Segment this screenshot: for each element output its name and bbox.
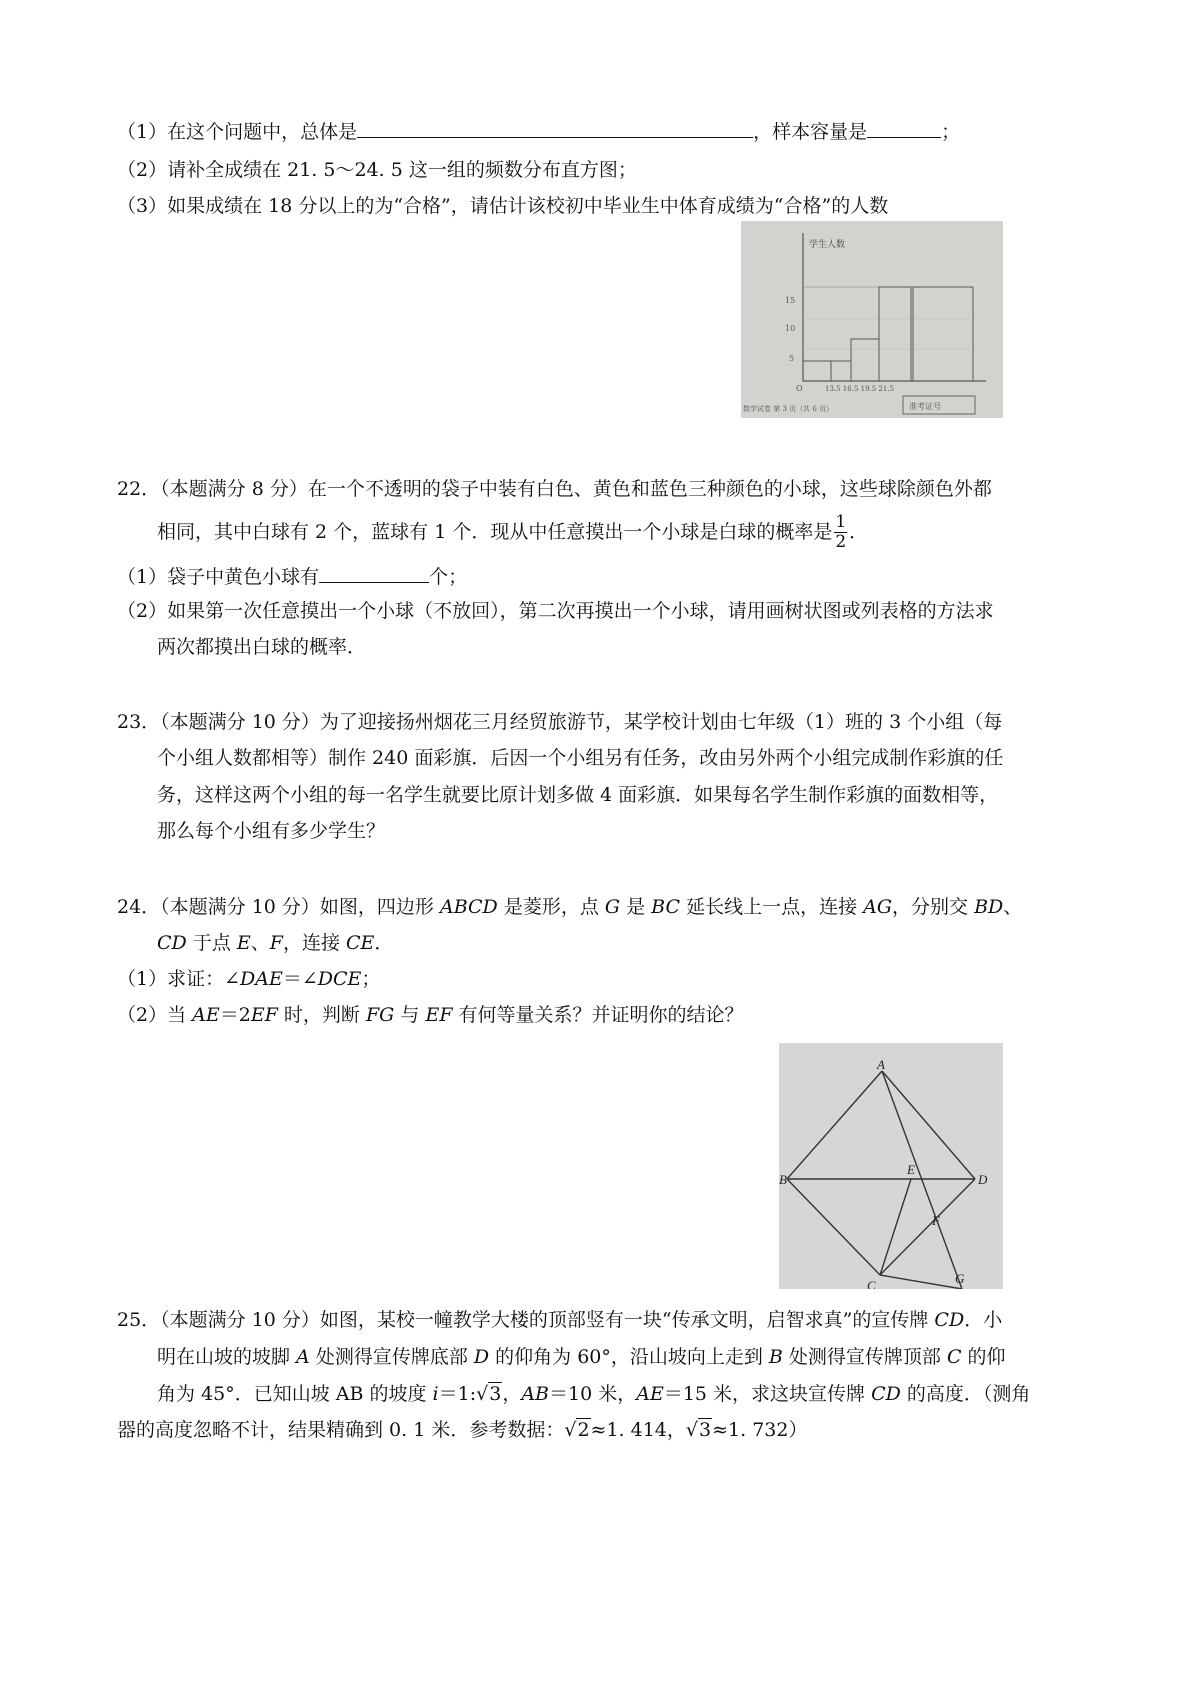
histogram-svg (741, 221, 1003, 418)
label-F: F (932, 1213, 940, 1228)
histogram-bar (803, 361, 831, 381)
label-G: G (955, 1271, 965, 1286)
sqrt-3-ref: √3 (685, 1419, 712, 1441)
q25-line2: 明在山坡的坡脚 A 处测得宣传牌底部 D 的仰角为 60°，沿山坡向上走到 B 处测得宣传牌顶部 C 的仰 (157, 1346, 1006, 1368)
label-E: E (907, 1162, 915, 1177)
q23-line1: 23．（本题满分 10 分）为了迎接扬州烟花三月经贸旅游节，某学校计划由七年级（1）班的 3 个小组（每 (117, 711, 1003, 733)
edge-BC (787, 1179, 880, 1275)
q24-line1: 24．（本题满分 10 分）如图，四边形 ABCD 是菱形，点 G 是 BC 延长线上一点，连接 AG，分别交 BD、 (117, 896, 1023, 918)
histogram-figure (741, 221, 1003, 418)
edge-AB (787, 1071, 882, 1179)
q22-line2: 相同，其中白球有 2 个，蓝球有 1 个．现从中任意摸出一个小球是白球的概率是 $\frac{1}{2}$ ． (157, 511, 869, 552)
x-ticks: 13.5 16.5 19.5 21.5 (825, 385, 895, 393)
extension-CG (880, 1275, 962, 1289)
q22-part2-line1: （2）如果第一次任意摸出一个小球（不放回），第二次再摸出一个小球，请用画树状图或列表格的方法求 (117, 600, 994, 622)
histogram-ylabel: 学生人数 (809, 240, 846, 250)
histogram-footer-left: 数学试卷 第 3 页（共 6 页） (743, 405, 834, 413)
q23-line3: 务，这样这两个小组的每一名学生就要比原计划多做 4 面彩旗．如果每名学生制作彩旗的面数相等， (157, 784, 999, 806)
sqrt-2: √2 (564, 1419, 590, 1441)
q25-line1: 25．（本题满分 10 分）如图，某校一幢教学大楼的顶部竖有一块“传承文明，启智求真”的宣传牌 CD．小 (117, 1309, 1003, 1331)
histogram-bar (851, 339, 879, 381)
segment-CE (880, 1179, 911, 1275)
q25-line4: 器的高度忽略不计，结果精确到 0. 1 米．参考数据：√2≈1. 414，√3≈1. 732） (117, 1419, 808, 1441)
yellow-count-blank[interactable] (319, 566, 429, 583)
label-D: D (978, 1172, 988, 1187)
histogram-bar (831, 361, 851, 381)
edge-AD (882, 1071, 975, 1179)
q21-part3: （3）如果成绩在 18 分以上的为“合格”，请估计该校初中毕业生中体育成绩为“合格”的人数 (117, 195, 889, 217)
label-B: B (779, 1172, 787, 1187)
q21-part1: （1）在这个问题中，总体是 ，样本容量是 ； (117, 121, 961, 143)
q22-line1: 22．（本题满分 8 分）在一个不透明的袋子中装有白色、黄色和蓝色三种颜色的小球，这些球除颜色外都 (117, 478, 992, 500)
sample-size-blank[interactable] (867, 121, 941, 138)
q25-line3: 角为 45°．已知山坡 AB 的坡度 i＝1:√3，AB＝10 米，AE＝15 米，求这块宣传牌 CD 的高度．（测角 (157, 1383, 1031, 1405)
y-tick: 5 (789, 354, 795, 363)
q23-line2: 个小组人数都相等）制作 240 面彩旗．后因一个小组另有任务，改由另外两个小组完成制作彩旗的任 (157, 747, 1004, 769)
origin-label: O (796, 384, 803, 393)
histogram-footer-right: 准考证号 (909, 402, 941, 411)
q22-part1: （1）袋子中黄色小球有 个； (117, 566, 468, 588)
q23-line4: 那么每个小组有多少学生？ (157, 820, 386, 842)
probability-fraction: $\frac{1}{2}$ (835, 511, 847, 552)
rhombus-figure (779, 1043, 1003, 1289)
rhombus-svg (779, 1043, 1003, 1289)
label-A: A (877, 1057, 885, 1072)
y-tick: 10 (785, 324, 796, 333)
q24-part1: （1）求证：∠DAE＝∠DCE； (117, 968, 381, 990)
q24-part2: （2）当 AE＝2EF 时，判断 FG 与 EF 有何等量关系？并证明你的结论？ (117, 1004, 744, 1026)
population-blank[interactable] (357, 121, 753, 138)
y-tick: 15 (785, 296, 796, 305)
q21-part2: （2）请补全成绩在 21. 5～24. 5 这一组的频数分布直方图； (117, 159, 637, 181)
sqrt-3: √3 (476, 1383, 502, 1405)
q24-line2: CD 于点 E、F，连接 CE． (157, 932, 394, 954)
label-C: C (867, 1278, 876, 1289)
q22-part2-line2: 两次都摸出白球的概率． (157, 636, 367, 658)
histogram-bar (879, 287, 911, 381)
segment-AG (882, 1071, 962, 1289)
